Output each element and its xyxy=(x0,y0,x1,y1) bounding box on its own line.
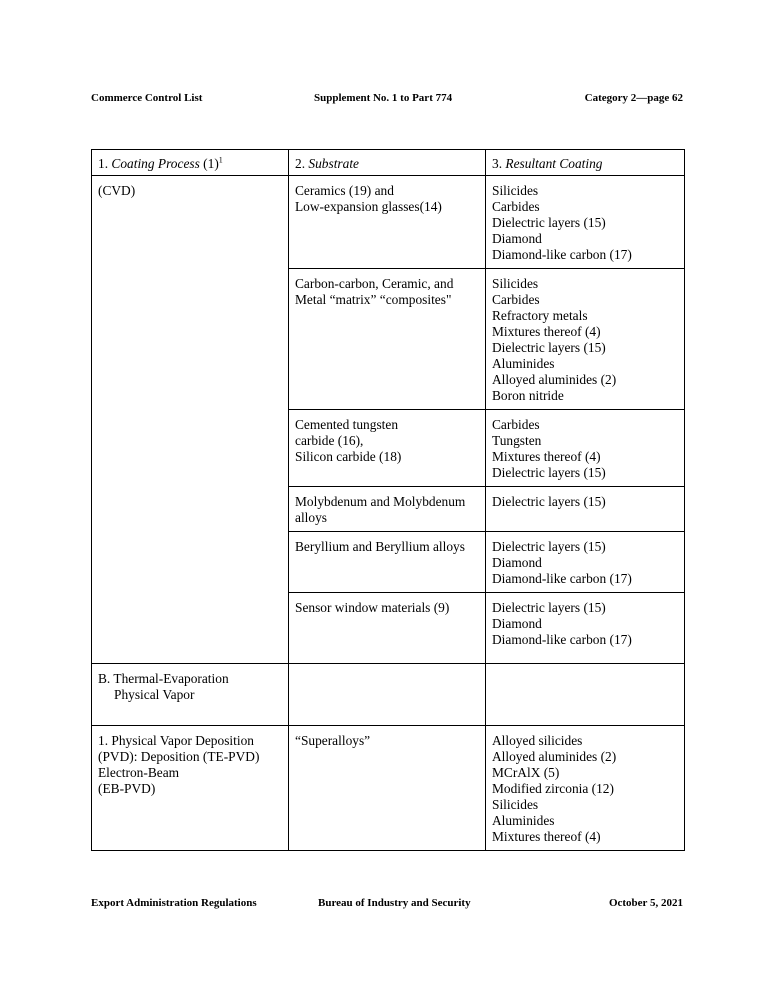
substrate-cell: Ceramics (19) and Low-expansion glasses(14) xyxy=(289,176,486,269)
footer-right: October 5, 2021 xyxy=(608,897,683,909)
coating-cell: Carbides Tungsten Mixtures thereof (4) Dielectric layers (15) xyxy=(486,410,685,487)
thermal-evaporation-cell: B. Thermal-Evaporation Physical Vapor xyxy=(92,664,289,726)
substrate-cell: Molybdenum and Molybdenum alloys xyxy=(289,487,486,532)
table-row xyxy=(92,726,685,851)
coating-cell: Dielectric layers (15) Diamond Diamond-like carbon (17) xyxy=(486,532,685,593)
substrate-cell: Sensor window materials (9) xyxy=(289,593,486,664)
header-right: Category 2—page 62 xyxy=(584,92,683,104)
cvd-process-cell: (CVD) xyxy=(92,176,289,269)
coating-cell: Dielectric layers (15) xyxy=(486,487,685,532)
table-row xyxy=(92,487,685,532)
substrate-cell: Beryllium and Beryllium alloys xyxy=(289,532,486,593)
table-row xyxy=(92,664,685,726)
substrate-cell: Cemented tungsten carbide (16), Silicon carbide (18) xyxy=(289,410,486,487)
table-header-row xyxy=(92,150,685,176)
footer-left: Export Administration Regulations xyxy=(91,897,257,909)
substrate-cell: Carbon-carbon, Ceramic, and Metal “matrix” “composites" xyxy=(289,269,486,410)
pvd-process-cell: 1. Physical Vapor Deposition (PVD): Deposition (TE-PVD) Electron-Beam (EB-PVD) xyxy=(92,726,289,851)
table-row xyxy=(92,176,685,269)
table-row xyxy=(92,593,685,664)
coating-cell: Silicides Carbides Dielectric layers (15) Diamond Diamond-like carbon (17) xyxy=(486,176,685,269)
substrate-cell: “Superalloys” xyxy=(289,726,486,851)
coating-table xyxy=(91,149,685,851)
column-header-substrate: 2. Substrate xyxy=(289,150,486,176)
coating-cell: Alloyed silicides Alloyed aluminides (2) MCrAlX (5) Modified zirconia (12) Silicides Aluminides Mixtures thereof (4) xyxy=(486,726,685,851)
header-center: Supplement No. 1 to Part 774 xyxy=(314,92,453,104)
table-row xyxy=(92,410,685,487)
coating-cell: Silicides Carbides Refractory metals Mixtures thereof (4) Dielectric layers (15) Aluminides Alloyed aluminides (2) Boron nitride xyxy=(486,269,685,410)
column-header-resultant-coating: 3. Resultant Coating xyxy=(486,150,685,176)
header-left: Commerce Control List xyxy=(91,92,203,104)
table-row xyxy=(92,532,685,593)
coating-cell: Dielectric layers (15) Diamond Diamond-like carbon (17) xyxy=(486,593,685,664)
table-row xyxy=(92,269,685,410)
column-header-coating-process: 1. Coating Process $(1)^1$ xyxy=(92,150,289,176)
footer-center: Bureau of Industry and Security xyxy=(318,897,471,909)
